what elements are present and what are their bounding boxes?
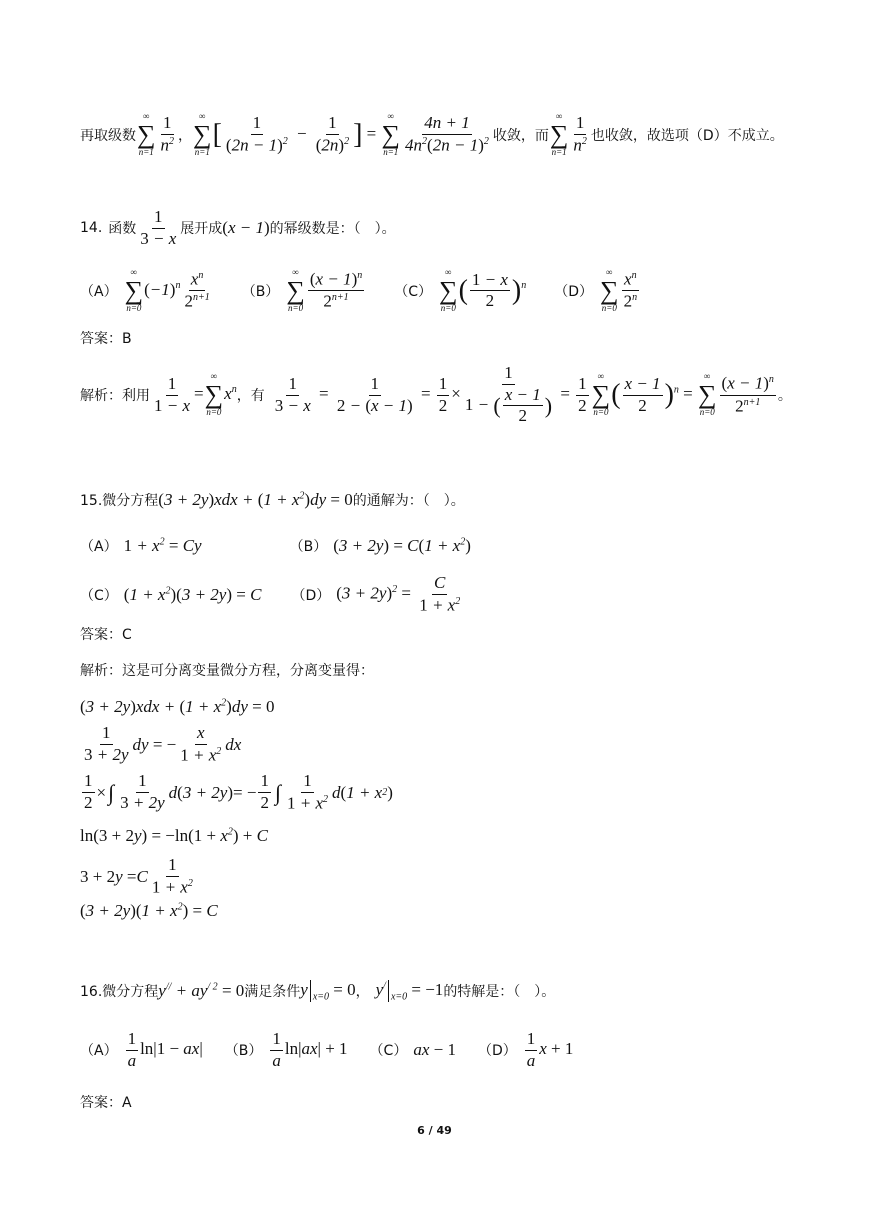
q15-option-b-formula: $(3 + 2y) = C(1 + x^2)$ xyxy=(333,536,471,555)
q13-also-converges-text: 也收敛，故选项（D）不成立。 xyxy=(590,127,784,144)
q14-option-b-formula: ∞ ∑ n=0 $\frac{(x - 1)^n}{2^{n+1}}$ xyxy=(286,267,363,313)
q16-condition-1: y $_{x=0}$ = 0 xyxy=(300,980,356,1003)
q14-answer: 答案：B xyxy=(80,331,132,347)
q14-option-d-formula: ∞ ∑ n=0 $\frac{x^n}{2^n}$ xyxy=(600,267,638,313)
q14-analysis-text-a: 解析：利用 xyxy=(80,388,150,405)
q16-answer: 答案：A xyxy=(80,1095,132,1111)
q13-series-1-over-n2: ∞ ∑ n=1 $\frac{1}{n^2}$ xyxy=(137,111,175,157)
q15-step-4: $\ln(3 + 2y) = -\ln(1 + x^2) + C$ xyxy=(80,826,268,845)
q16-option-b-label: （B） xyxy=(224,1043,263,1060)
q14-option-c-formula: ∞ ∑ n=0 ( $\frac{1 - x}{2}$ )$^n$ xyxy=(439,267,527,313)
q14-analysis-text-b: ，有 xyxy=(236,388,265,405)
q16-condition-2: $y^/_{x=0} = -1$ xyxy=(375,980,444,1003)
q15-option-c-formula: $(1 + x^2)(3 + 2y) = C$ xyxy=(123,584,262,604)
q14-options xyxy=(80,268,641,314)
q16-option-a-label: （A） xyxy=(80,1043,118,1060)
q13-conclusion-line xyxy=(80,112,784,158)
q15-option-a-formula: $1 + x^2 = Cy$ xyxy=(123,536,202,555)
q15-step-6: $(3 + 2y)(1 + x^2) = C$ xyxy=(80,901,218,920)
q13-comma: ， xyxy=(178,127,193,144)
q13-lead-text: 再取级数 xyxy=(80,127,136,144)
q14-analysis xyxy=(80,364,792,426)
q15-analysis-text: 解析：这是可分离变量微分方程，分离变量得： xyxy=(80,663,374,679)
q15-option-b-label: （B） xyxy=(289,539,328,555)
q14-analysis-end: 。 xyxy=(777,388,792,405)
q15-option-d-formula: $(3 + 2y)^2$ = $\frac{C}{1 + x^2}$ xyxy=(336,573,461,615)
q14-option-c-label: （C） xyxy=(394,283,433,300)
q14-option-d-label: （D） xyxy=(554,283,594,300)
q15-equation: $(3 + 2y)xdx + (1 + x^2)dy = 0$ xyxy=(158,490,353,509)
q15-options-row-1 xyxy=(80,536,471,556)
q16-stem-text-d: 的特解是：（ ）。 xyxy=(443,984,556,1001)
q15-option-d-label: （D） xyxy=(291,587,331,604)
q16-option-a-formula: $\frac{1}{a}$ ln|1 − ax| xyxy=(127,1029,203,1070)
q14-stem-text-b: 展开成 xyxy=(180,221,223,238)
q15-answer: 答案：C xyxy=(80,627,132,643)
q15-step-1: $(3 + 2y)xdx + (1 + x^2)dy = 0$ xyxy=(80,697,275,716)
q14-option-a-formula: ∞ ∑ n=0 $(-1)^n$ $\frac{x^n}{2^{n+1}}$ xyxy=(124,267,210,313)
q14-option-a-label: （A） xyxy=(80,283,118,300)
q15-stem-text-a: 15.微分方程 xyxy=(80,493,159,509)
q15-stem xyxy=(80,490,465,510)
q16-option-b-formula: $\frac{1}{a}$ ln|ax| + 1 xyxy=(272,1029,348,1070)
q13-series-difference: ∞ ∑ n=1 [ $\frac{1}{(2n - 1)^2}$ − $\frac{1}{(2n)^2}$ ] = ∞ ∑ n=1 $\frac{4n + 1}{4n^2(2n - 1)^2}$ xyxy=(193,111,489,157)
q14-stem-text-c: 的幂级数是：（ ）。 xyxy=(269,221,396,238)
q16-options xyxy=(80,1030,573,1070)
q16-option-d-formula: $\frac{1}{a}$ x + 1 xyxy=(526,1029,574,1070)
q16-option-c-formula: ax − 1 xyxy=(413,1040,456,1060)
q15-option-c-label: （C） xyxy=(80,587,118,604)
q14-expansion-point: (x − 1) xyxy=(222,218,270,238)
q15-step-3: $\frac{1}{2}$ × ∫ $\frac{1}{3 + 2y}$ d ( 3 + 2y ) = − $\frac{1}{2}$ ∫ $\frac{1}{1 + x^2}$ d ( 1 + x 2 ) xyxy=(84,771,393,813)
q15-step-2: $\frac{1}{3 + 2y}$ dy = − $\frac{x}{1 + x^2}$ dx xyxy=(84,723,242,765)
q14-stem-text-a: 函数 xyxy=(108,221,137,238)
q14-stem xyxy=(80,208,396,248)
q15-options-row-2 xyxy=(80,574,464,615)
q16-stem-text-a: 16.微分方程 xyxy=(80,984,159,1001)
q14-option-b-label: （B） xyxy=(241,283,280,300)
q14-derivation: $\frac{1}{3 - x}$ = $\frac{1}{2 - (x - 1)}$ = $\frac{1}{2}$ × 1 1 − ( $\frac{x - 1}{2}$ ) = $\frac{1}{2}$ ∞ ∑ n=0 ( $\frac{x - 1}{2}$ )$^n$ = ∞ ∑ n=0 $\frac{(x - 1)^n}{2^{n+1}}$ xyxy=(274,363,774,426)
q16-equation: $y^{//} + ay^{/ 2} = 0$ xyxy=(158,981,245,1001)
q14-number: 14. xyxy=(80,220,103,237)
page-number: 6 / 49 xyxy=(417,1124,452,1137)
q16-stem-text-b: 满足条件 xyxy=(244,984,301,1001)
q13-series-1-over-n2-again: ∞ ∑ n=1 $\frac{1}{n^2}$ xyxy=(549,111,587,157)
q16-option-d-label: （D） xyxy=(477,1043,517,1060)
q16-comma: ， xyxy=(355,984,370,1001)
q13-converges-text: 收敛，而 xyxy=(492,127,549,144)
q15-stem-text-b: 的通解为：（ ）。 xyxy=(352,493,465,509)
q15-option-a-label: （A） xyxy=(80,539,118,555)
q15-step-5: 3 + 2 y = C $\frac{1}{1 + x^2}$ xyxy=(80,855,193,897)
q14-known-series: $\frac{1}{1 - x}$ = ∞ ∑ n=0 $x^n$ xyxy=(154,371,237,418)
q16-stem xyxy=(80,980,555,1002)
q14-function: $\frac{1}{3 - x}$ xyxy=(140,207,177,248)
q16-option-c-label: （C） xyxy=(369,1043,408,1060)
